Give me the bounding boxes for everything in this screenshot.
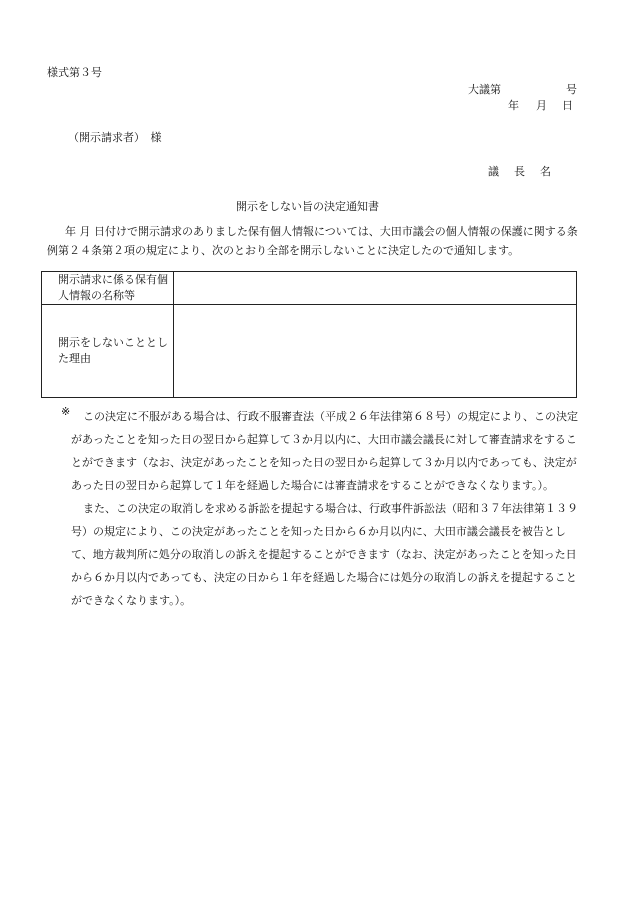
date-line (508, 97, 573, 113)
form-number: 様式第３号 (47, 66, 102, 79)
row-label-personal-info: 開示請求に係る保有個人情報の名称等 (42, 272, 174, 305)
document-number-suffix: 号 (566, 83, 577, 96)
date-year: 年 (508, 99, 519, 112)
row-value-reason (174, 305, 577, 398)
appeal-notes (71, 405, 581, 612)
row-value-personal-info (174, 272, 577, 305)
document-title: 開示をしない旨の決定通知書 (236, 200, 379, 213)
row-label-reason: 開示をしないこととした理由 (42, 305, 174, 398)
table-row (42, 272, 577, 305)
date-day: 日 (562, 99, 573, 112)
issuer-name: 議長名 (488, 165, 566, 178)
date-month: 月 (536, 99, 547, 112)
note-paragraph-appeal: この決定に不服がある場合は、行政不服審査法（平成２６年法律第６８号）の規定により、この決定があったことを知った日の翌日から起算して３か月以内に、大田市議会議長に対して審査請求をすることができます（なお、決定があったことを知った日の翌日から起算して３か月以内であっても、決定があった日の翌日から起算して１年を経過した場合には審査請求をすることができなくなります。）。 (71, 410, 578, 492)
notice-body: 年 月 日付けで開示請求のありました保有個人情報については、大田市議会の個人情報の保護に関する条例第２４条第２項の規定により、次のとおり全部を開示しないことに決定したので通知します。 (47, 225, 578, 257)
note-paragraph-lawsuit: また、この決定の取消しを求める訴訟を提起する場合は、行政事件訴訟法（昭和３７年法律第１３９号）の規定により、この決定があったことを知った日から６か月以内に、大田市議会議長を被告として、地方裁判所に処分の取消しの訴えを提起することができます（なお、決定があったことを知った日から６か月以内であっても、決定の日から１年を経過した場合には処分の取消しの訴えを提起することができなくなります。）。 (71, 502, 578, 607)
table-row (42, 305, 577, 398)
note-mark: ※ (61, 405, 71, 418)
info-table (41, 271, 577, 398)
document-number-label: 大議第 (468, 83, 501, 96)
addressee: （開示請求者） 様 (68, 131, 162, 144)
